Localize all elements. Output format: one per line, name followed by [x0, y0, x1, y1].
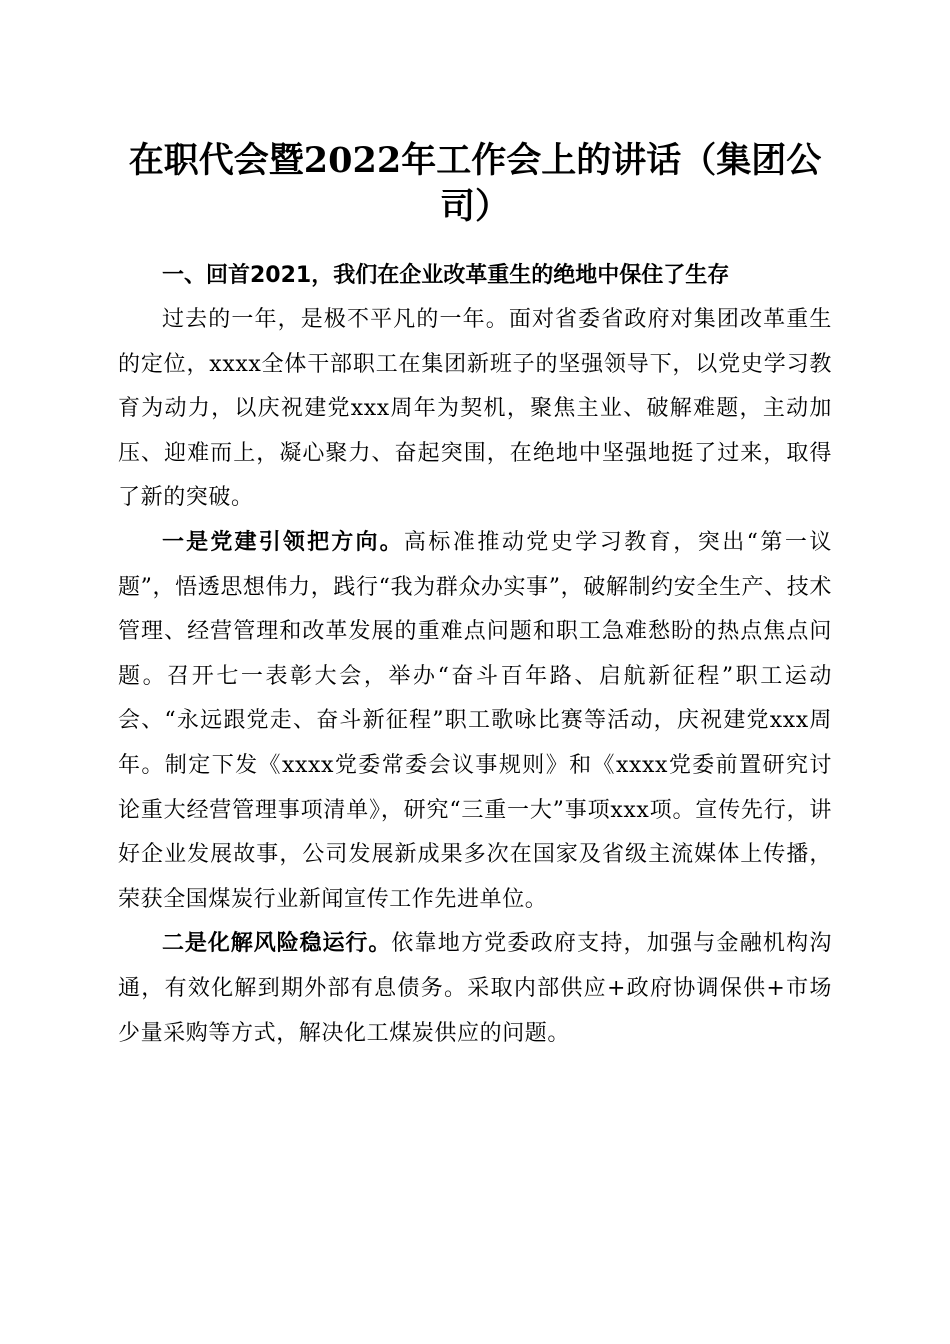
point-1-paragraph: [118, 521, 832, 922]
document-title: 在职代会暨2022年工作会上的讲话（集团公司）: [128, 140, 822, 227]
point-2-lead: 二是化解风险稳运行。: [162, 931, 392, 957]
point-2-paragraph: [118, 922, 832, 1056]
point-1-text: 高标准推动党史学习教育，突出“第一议题”，悟透思想伟力，践行“我为群众办实事”，破解制约安全生产、技术管理、经营管理和改革发展的重难点问题和职工急难愁盼的热点焦点问题。召开七一表彰大会，举办“奋斗百年路、启航新征程”职工运动会、“永远跟党走、奋斗新征程”职工歌咏比赛等活动，庆祝建党xxx周年。制定下发《xxxx党委常委会议事规则》和《xxxx党委前置研究讨论重大经营管理事项清单》，研究“三重一大”事项xxx项。宣传先行，讲好企业发展故事，公司发展新成果多次在国家及省级主流媒体上传播，荣获全国煤炭行业新闻宣传工作先进单位。: [118, 529, 832, 912]
intro-paragraph: 过去的一年，是极不平凡的一年。面对省委省政府对集团改革重生的定位，xxxx全体干部职工在集团新班子的坚强领导下，以党史学习教育为动力，以庆祝建党xxx周年为契机，聚焦主业、破解难题，主动加压、迎难而上，凝心聚力、奋起突围，在绝地中坚强地挺了过来，取得了新的突破。: [118, 307, 832, 511]
document-body: [118, 254, 832, 1056]
section-heading: 一、回首2021，我们在企业改革重生的绝地中保住了生存: [162, 263, 730, 288]
point-1-lead: 一是党建引领把方向。: [162, 529, 404, 555]
point-2-text: 依靠地方党委政府支持，加强与金融机构沟通，有效化解到期外部有息债务。采取内部供应+政府协调保供+市场少量采购等方式，解决化工煤炭供应的问题。: [118, 931, 832, 1046]
